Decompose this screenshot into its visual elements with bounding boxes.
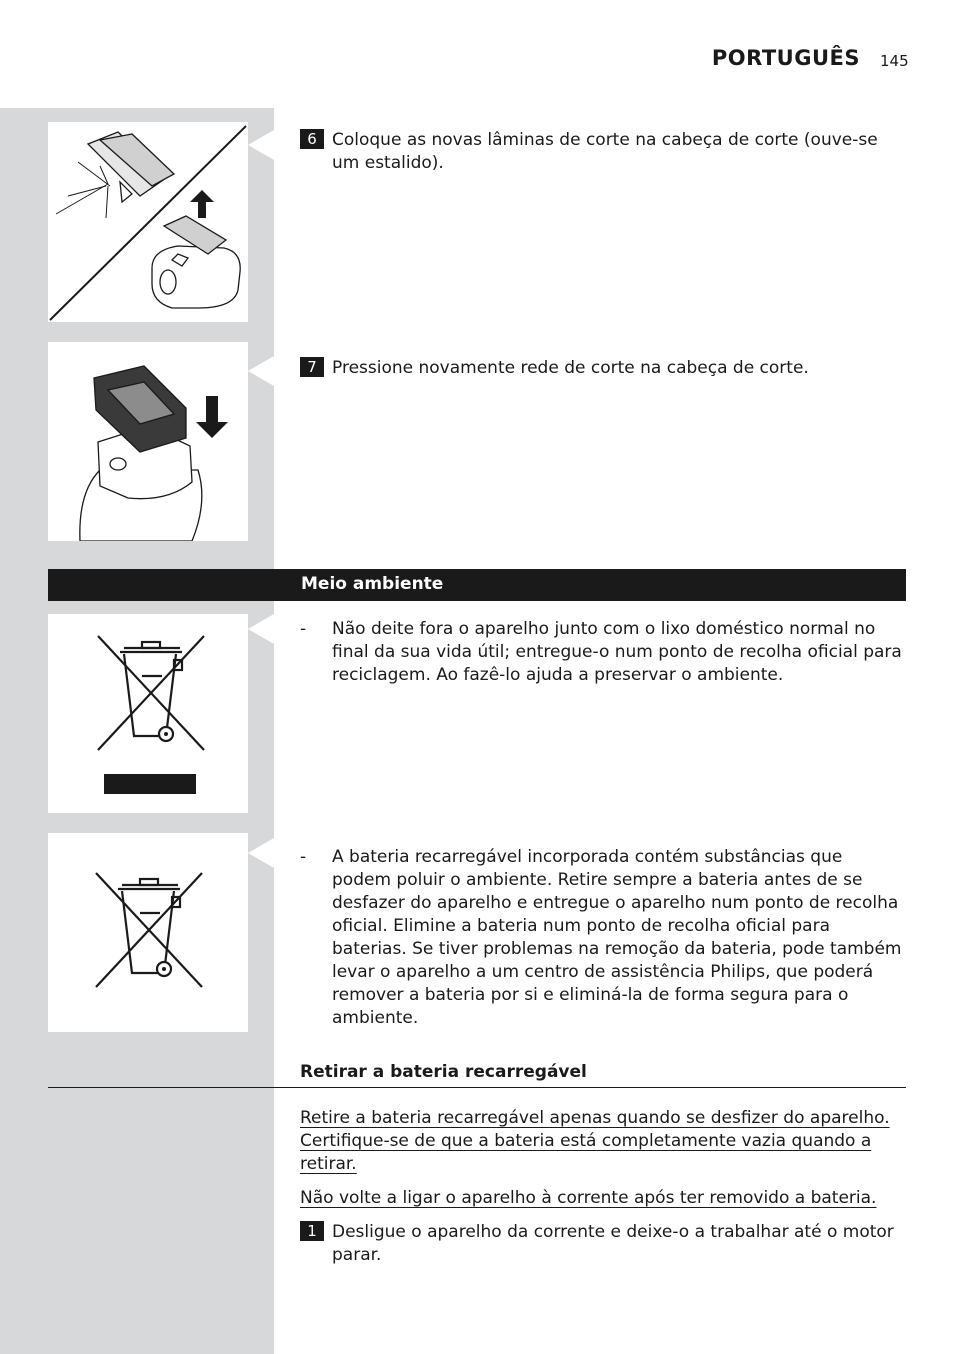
step-1 xyxy=(300,1221,904,1265)
warning-text: Não volte a ligar o aparelho à corrente após ter removido a bateria. xyxy=(300,1188,877,1208)
section-title: Meio ambiente xyxy=(301,574,444,594)
figure-battery-bin xyxy=(48,833,248,1032)
step-text: Coloque as novas lâminas de corte na cabeça de corte (ouve-se um estalido). xyxy=(332,130,878,173)
warning-text: Retire a bateria recarregável apenas quando se desfizer do aparelho. Certifique-se de que a bateria está completamente vazia quando a retirar. xyxy=(300,1108,890,1174)
page-number: 145 xyxy=(880,52,909,70)
blade-insert-illustration xyxy=(48,122,248,322)
step-7 xyxy=(300,357,904,380)
section-header-environment xyxy=(48,569,906,601)
crossed-bin-icon xyxy=(48,614,248,813)
bullet-dash: - xyxy=(300,847,307,867)
crossed-bin-icon xyxy=(48,833,248,1032)
divider xyxy=(48,1087,906,1088)
bullet-dash: - xyxy=(300,619,307,639)
bullet-text: Não deite fora o aparelho junto com o lixo doméstico normal no final da sua vida útil; entregue-o num ponto de recolha oficial para reciclagem. Ao fazê-lo ajuda a preservar o ambiente. xyxy=(332,619,902,685)
foil-press-illustration xyxy=(48,342,248,541)
step-number-badge: 7 xyxy=(300,357,324,377)
step-text: Pressione novamente rede de corte na cabeça de corte. xyxy=(332,358,809,378)
figure-insert-blades xyxy=(48,122,248,322)
figure-press-foil xyxy=(48,342,248,541)
page-title: PORTUGUÊS xyxy=(711,46,860,70)
step-number-badge: 1 xyxy=(300,1221,324,1241)
step-6 xyxy=(300,129,904,173)
subsection-title: Retirar a bateria recarregável xyxy=(300,1062,587,1082)
step-text: Desligue o aparelho da corrente e deixe-o a trabalhar até o motor parar. xyxy=(332,1222,894,1265)
figure-weee-bin xyxy=(48,614,248,813)
step-number-badge: 6 xyxy=(300,129,324,149)
bullet-text: A bateria recarregável incorporada contém substâncias que podem poluir o ambiente. Retire sempre a bateria antes de se desfazer do aparelho e entregue o aparelho num ponto de recolha oficial. Elimine a bateria num ponto de recolha oficial para baterias. Se tiver problemas na remoção da bateria, pode também levar o aparelho a um centro de assistência Philips, que poderá remover a bateria por si e eliminá-la de forma segura para o ambiente. xyxy=(332,847,902,1028)
